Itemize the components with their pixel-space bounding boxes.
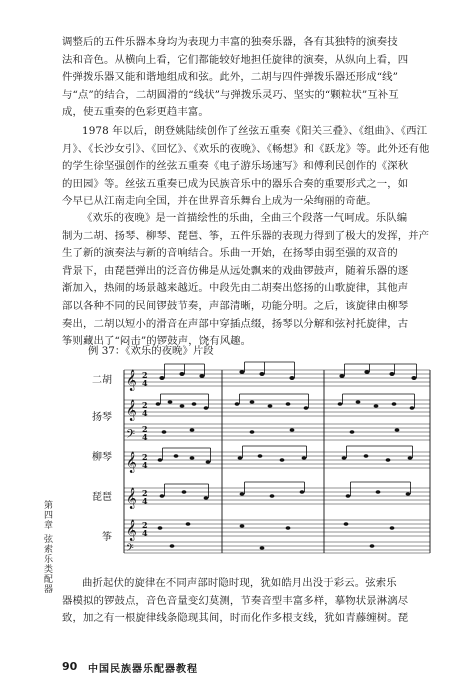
text-line: 渐加入，热闹的场景越来越近。中段先由二胡奏出悠扬的山歌旋律，其他声 bbox=[62, 282, 409, 295]
svg-text:𝄢: 𝄢 bbox=[126, 542, 134, 555]
music-score bbox=[92, 360, 432, 555]
text-line: 法和音色。从横向上看，它们都能较好地担任旋律的演奏，从纵向上看，四 bbox=[62, 53, 409, 66]
instrument-label: 筝 bbox=[102, 532, 112, 543]
book-title: 中国民族器乐配器教程 bbox=[88, 664, 198, 675]
instrument-label: 二胡 bbox=[92, 375, 112, 386]
text-line: 成，使五重奏的色彩更趋丰富。 bbox=[62, 106, 209, 119]
svg-text:2: 2 bbox=[142, 424, 148, 434]
instrument-label: 扬琴 bbox=[92, 412, 112, 423]
example-label: 例 37：《欢乐的夜晚》片段 bbox=[88, 345, 214, 357]
text-line: 月》、《长沙女引》、《回忆》、《欢乐的夜晚》、《畅想》和《跃龙》等。此外还有他 bbox=[62, 142, 430, 155]
text-line: 的学生徐坚强创作的丝弦五重奏《电子游乐场速写》和傅利民创作的《深秋 bbox=[62, 160, 409, 173]
paragraph-3 bbox=[62, 210, 430, 351]
text-line: 致，加之有一根旋律线条隐现其间，时而化作多根支线，犹如青藤缠树。琵 bbox=[62, 612, 409, 625]
text-line: 筝则藏出了“闷击”的锣鼓声，饶有风趣。 bbox=[62, 335, 252, 348]
text-line: 曲折起伏的旋律在不同声部时隐时现，犹如皓月出没于彩云。弦索乐 bbox=[82, 577, 397, 589]
svg-text:𝄞: 𝄞 bbox=[126, 452, 137, 473]
svg-text:2: 2 bbox=[142, 520, 148, 530]
instrument-label: 柳琴 bbox=[92, 452, 112, 463]
paragraph-1 bbox=[62, 34, 430, 122]
text-line: 《欢乐的夜晚》是一首描绘性的乐曲，全曲三个段落一气呵成。乐队编 bbox=[82, 212, 408, 224]
svg-text:2: 2 bbox=[142, 452, 148, 462]
text-line: 器模拟的锣鼓点，音色音量变幻莫测，节奏音型丰富多样，摹物状景淋漓尽 bbox=[62, 594, 409, 607]
stems-beams bbox=[161, 362, 417, 498]
paragraph-4 bbox=[62, 575, 430, 628]
svg-text:4: 4 bbox=[142, 432, 148, 442]
text-line: 今早已从江南走向全国，并在世界音乐舞台上成为一朵绚丽的奇葩。 bbox=[62, 195, 377, 208]
text-line: 1978 年以后，朗登姚陆续创作了丝弦五重奏《阳关三叠》、《组曲》、《西江 bbox=[82, 125, 428, 137]
text-line: 奏出，二胡以短小的滑音在声部中穿插点缀，扬琴以分解和弦衬托旋律，古 bbox=[62, 317, 409, 330]
svg-text:𝄞: 𝄞 bbox=[126, 400, 137, 421]
text-line: 制为二胡、扬琴、柳琴、琵琶、筝，五件乐器的表现力得到了极大的发挥，并产 bbox=[62, 229, 430, 242]
text-line: 件弹拨乐器又能和谐地组成和弦。此外，二胡与四件弹拨乐器还形成“线” bbox=[62, 71, 399, 84]
text-line: 部以各种不同的民间锣鼓节奏，声部清晰，功能分明。之后，该旋律由柳琴 bbox=[62, 299, 409, 312]
chapter-side-title: 第四章 弦索乐类配器 bbox=[42, 500, 52, 594]
paragraph-2 bbox=[62, 123, 430, 211]
svg-text:4: 4 bbox=[142, 460, 148, 470]
svg-text:𝄢: 𝄢 bbox=[126, 428, 136, 444]
svg-text:𝄞: 𝄞 bbox=[126, 370, 137, 391]
svg-text:𝄞: 𝄞 bbox=[126, 520, 137, 541]
page-number: 90 bbox=[62, 660, 78, 673]
text-line: 生了新的演奏法与新的音响结合。乐曲一开始，在扬琴由弱至强的双音的 bbox=[62, 247, 398, 260]
text-line: 与“点”的结合，二胡圆滑的“线状”与弹拨乐灵巧、坚实的“颗粒状”互补互 bbox=[62, 88, 399, 101]
barlines bbox=[124, 370, 430, 553]
clefs bbox=[126, 370, 137, 555]
svg-text:4: 4 bbox=[142, 496, 148, 506]
svg-text:2: 2 bbox=[142, 400, 148, 410]
time-signatures bbox=[142, 370, 148, 538]
text-line: 的田园》等。丝弦五重奏已成为民族音乐中的器乐合奏的重要形式之一，如 bbox=[62, 177, 409, 190]
svg-text:2: 2 bbox=[142, 488, 148, 498]
svg-text:4: 4 bbox=[142, 528, 148, 538]
text-line: 背景下，由琵琶弹出的泛音仿佛是从远处飘来的戏曲锣鼓声，随着乐器的逐 bbox=[62, 264, 409, 277]
text-line: 调整后的五件乐器本身均为表现力丰富的独奏乐器，各有其独特的演奏技 bbox=[62, 36, 398, 48]
staff-lines bbox=[124, 370, 430, 553]
svg-text:2: 2 bbox=[142, 370, 148, 380]
instrument-label: 琵琶 bbox=[92, 492, 112, 503]
svg-text:4: 4 bbox=[142, 408, 148, 418]
svg-text:𝄞: 𝄞 bbox=[126, 488, 137, 509]
svg-text:4: 4 bbox=[142, 378, 148, 388]
